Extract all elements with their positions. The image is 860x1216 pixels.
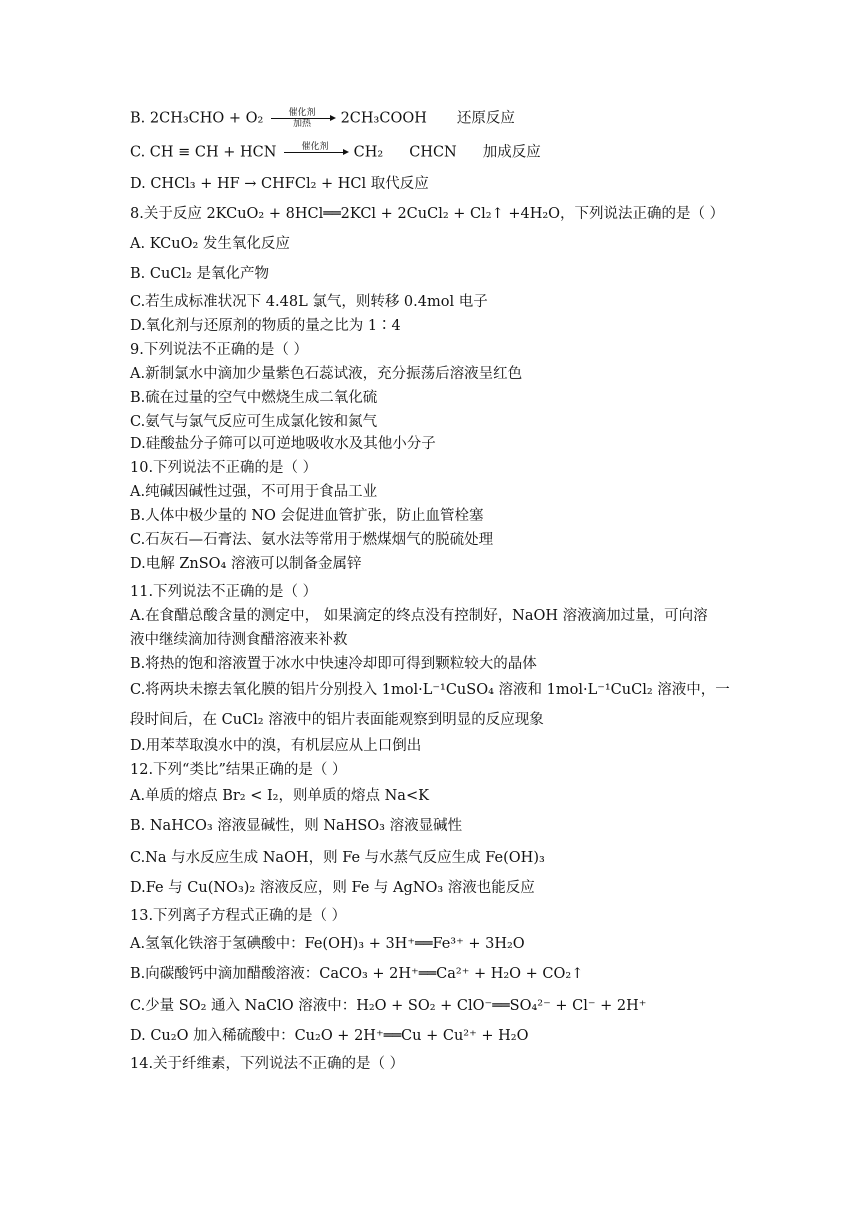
option-11a: A.在食醋总酸含量的测定中， 如果滴定的终点没有控制好，NaOH 溶液滴加过量，可向溶 — [130, 608, 708, 624]
option-8a: A. KCuO₂ 发生氧化反应 — [130, 236, 290, 252]
question-11: 11.下列说法不正确的是（ ） — [130, 584, 318, 600]
option-7b-type: 还原反应 — [456, 110, 515, 127]
option-8c: C.若生成标准状况下 4.48L 氯气，则转移 0.4mol 电子 — [130, 294, 488, 310]
question-13: 13.下列离子方程式正确的是（ ） — [130, 908, 347, 924]
option-8d: D.氧化剂与还原剂的物质的量之比为 1∶4 — [130, 318, 401, 334]
question-14: 14.关于纤维素，下列说法不正确的是（ ） — [130, 1056, 405, 1072]
option-7b-product: 2CH₃COOH — [335, 110, 427, 127]
option-7c-type: 加成反应 — [482, 144, 541, 161]
arrow-condition-bottom: 加热 — [292, 119, 311, 129]
question-12: 12.下列“类比”结果正确的是（ ） — [130, 762, 347, 778]
option-12d: D.Fe 与 Cu(NO₃)₂ 溶液反应，则 Fe 与 AgNO₃ 溶液也能反应 — [130, 880, 535, 896]
reaction-arrow-icon — [271, 108, 333, 129]
arrow-condition-top: 催化剂 — [288, 108, 316, 118]
question-10: 10.下列说法不正确的是（ ） — [130, 460, 318, 476]
option-7b — [130, 108, 740, 129]
option-9c: C.氨气与氯气反应可生成氯化铵和氮气 — [130, 414, 378, 430]
arrow-condition-top: 催化剂 — [301, 142, 329, 152]
option-12c: C.Na 与水反应生成 NaOH，则 Fe 与水蒸气反应生成 Fe(OH)₃ — [130, 850, 545, 866]
reaction-arrow-icon — [284, 142, 346, 163]
option-7b-equation: B. 2CH₃CHO + O₂ — [130, 110, 268, 127]
option-11c-cont: 段时间后，在 CuCl₂ 溶液中的铝片表面能观察到明显的反应现象 — [130, 712, 544, 728]
option-10d: D.电解 ZnSO₄ 溶液可以制备金属锌 — [130, 556, 362, 572]
option-11b: B.将热的饱和溶液置于冰水中快速冷却即可得到颗粒较大的晶体 — [130, 656, 537, 672]
option-11c: C.将两块未擦去氧化膜的铝片分别投入 1mol·L⁻¹CuSO₄ 溶液和 1mol·L⁻¹CuCl₂ 溶液中，一 — [130, 682, 730, 698]
option-9a: A.新制氯水中滴加少量紫色石蕊试液，充分振荡后溶液呈红色 — [130, 366, 523, 382]
option-10c: C.石灰石—石膏法、氨水法等常用于燃煤烟气的脱硫处理 — [130, 532, 494, 548]
option-8b: B. CuCl₂ 是氧化产物 — [130, 266, 269, 282]
option-7d: D. CHCl₃ + HF → CHFCl₂ + HCl 取代反应 — [130, 176, 429, 192]
option-7c-product: CH₂ — [349, 144, 384, 161]
option-13a: A.氢氧化铁溶于氢碘酸中：Fe(OH)₃ + 3H⁺══Fe³⁺ + 3H₂O — [130, 936, 525, 952]
option-13c: C.少量 SO₂ 通入 NaClO 溶液中：H₂O + SO₂ + ClO⁻══SO₄²⁻ + Cl⁻ + 2H⁺ — [130, 998, 647, 1014]
option-12b: B. NaHCO₃ 溶液显碱性，则 NaHSO₃ 溶液显碱性 — [130, 818, 463, 834]
option-13b: B.向碳酸钙中滴加醋酸溶液：CaCO₃ + 2H⁺══Ca²⁺ + H₂O + CO₂↑ — [130, 966, 584, 982]
option-7c — [130, 142, 740, 163]
question-9: 9.下列说法不正确的是（ ） — [130, 342, 308, 358]
option-11d: D.用苯萃取溴水中的溴，有机层应从上口倒出 — [130, 738, 422, 754]
question-8: 8.关于反应 2KCuO₂ + 8HCl══2KCl + 2CuCl₂ + Cl₂↑ +4H₂O，下列说法正确的是（ ） — [130, 206, 725, 222]
option-10a: A.纯碱因碱性过强，不可用于食品工业 — [130, 484, 378, 500]
option-10b: B.人体中极少量的 NO 会促进血管扩张，防止血管栓塞 — [130, 508, 484, 524]
option-9d: D.硅酸盐分子筛可以可逆地吸收水及其他小分子 — [130, 436, 436, 452]
option-12a: A.单质的熔点 Br₂ < I₂，则单质的熔点 Na<K — [130, 788, 429, 804]
option-13d: D. Cu₂O 加入稀硫酸中：Cu₂O + 2H⁺══Cu + Cu²⁺ + H₂O — [130, 1028, 529, 1044]
option-11a-cont: 液中继续滴加待测食醋溶液来补救 — [130, 632, 348, 648]
option-7c-product-rest: CHCN — [409, 144, 457, 161]
option-9b: B.硫在过量的空气中燃烧生成二氧化硫 — [130, 390, 378, 406]
option-7c-equation: C. CH ≡ CH + HCN — [130, 144, 282, 161]
